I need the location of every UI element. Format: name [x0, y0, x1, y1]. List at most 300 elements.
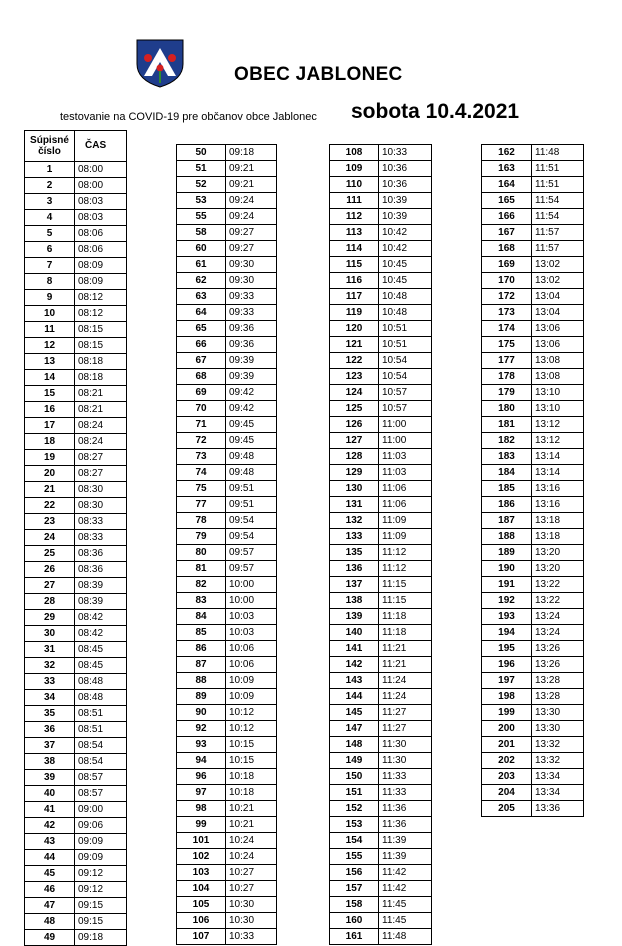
time-slot: 13:12	[532, 433, 584, 449]
table-row	[177, 753, 277, 769]
house-number: 130	[330, 481, 379, 497]
house-number: 24	[25, 530, 75, 546]
time-slot: 08:15	[75, 322, 127, 338]
time-slot: 10:24	[226, 849, 277, 865]
house-number: 184	[482, 465, 532, 481]
house-number: 86	[177, 641, 226, 657]
table-row	[482, 161, 584, 177]
house-number: 109	[330, 161, 379, 177]
house-number: 187	[482, 513, 532, 529]
table-row	[482, 657, 584, 673]
house-number: 148	[330, 737, 379, 753]
time-slot: 08:54	[75, 738, 127, 754]
time-slot: 13:30	[532, 721, 584, 737]
time-slot: 08:54	[75, 754, 127, 770]
house-number: 15	[25, 386, 75, 402]
house-number: 175	[482, 337, 532, 353]
house-number: 9	[25, 290, 75, 306]
table-row	[25, 322, 127, 338]
house-number: 63	[177, 289, 226, 305]
table-row	[177, 657, 277, 673]
table-row	[177, 209, 277, 225]
table-row	[330, 721, 432, 737]
house-number: 43	[25, 834, 75, 850]
table-row	[330, 209, 432, 225]
table-row	[177, 561, 277, 577]
time-slot: 09:09	[75, 850, 127, 866]
house-number: 3	[25, 194, 75, 210]
table-row	[330, 481, 432, 497]
house-number: 7	[25, 258, 75, 274]
house-number: 81	[177, 561, 226, 577]
time-slot: 11:12	[379, 545, 432, 561]
time-slot: 10:18	[226, 769, 277, 785]
house-number: 46	[25, 882, 75, 898]
house-number: 186	[482, 497, 532, 513]
time-slot: 11:54	[532, 209, 584, 225]
house-number: 55	[177, 209, 226, 225]
house-number: 33	[25, 674, 75, 690]
time-slot: 09:24	[226, 193, 277, 209]
table-row	[177, 545, 277, 561]
table-row	[330, 145, 432, 161]
time-slot: 08:30	[75, 482, 127, 498]
table-row	[177, 497, 277, 513]
house-number: 53	[177, 193, 226, 209]
table-row	[177, 337, 277, 353]
house-number: 114	[330, 241, 379, 257]
house-number: 16	[25, 402, 75, 418]
table-row	[482, 497, 584, 513]
time-slot: 08:09	[75, 274, 127, 290]
table-row	[482, 337, 584, 353]
table-row	[330, 241, 432, 257]
house-number: 103	[177, 865, 226, 881]
house-number: 26	[25, 562, 75, 578]
table-row	[25, 818, 127, 834]
time-slot: 08:21	[75, 386, 127, 402]
time-slot: 10:42	[379, 225, 432, 241]
table-row	[482, 433, 584, 449]
table-row	[25, 914, 127, 930]
time-slot: 11:27	[379, 705, 432, 721]
schedule-table-1	[24, 130, 127, 946]
table-row	[25, 722, 127, 738]
house-number: 128	[330, 449, 379, 465]
time-slot: 10:12	[226, 705, 277, 721]
table-row	[330, 673, 432, 689]
table-row	[177, 145, 277, 161]
table-row	[330, 929, 432, 945]
table-row	[482, 737, 584, 753]
table-row	[330, 417, 432, 433]
table-row	[482, 321, 584, 337]
house-number: 29	[25, 610, 75, 626]
table-row	[177, 705, 277, 721]
house-number: 191	[482, 577, 532, 593]
house-number: 22	[25, 498, 75, 514]
table-row	[25, 594, 127, 610]
house-number: 41	[25, 802, 75, 818]
table-row	[177, 529, 277, 545]
time-slot: 09:45	[226, 417, 277, 433]
house-number: 14	[25, 370, 75, 386]
house-number: 115	[330, 257, 379, 273]
house-number: 112	[330, 209, 379, 225]
house-number: 93	[177, 737, 226, 753]
time-slot: 09:39	[226, 369, 277, 385]
time-slot: 08:21	[75, 402, 127, 418]
time-slot: 09:36	[226, 321, 277, 337]
time-slot: 10:12	[226, 721, 277, 737]
house-number: 108	[330, 145, 379, 161]
table-row	[177, 673, 277, 689]
table-row	[482, 673, 584, 689]
time-slot: 10:24	[226, 833, 277, 849]
table-row	[25, 530, 127, 546]
time-slot: 09:57	[226, 545, 277, 561]
house-number: 151	[330, 785, 379, 801]
time-slot: 10:15	[226, 753, 277, 769]
time-slot: 09:15	[75, 898, 127, 914]
time-slot: 08:03	[75, 194, 127, 210]
time-slot: 11:48	[532, 145, 584, 161]
time-slot: 09:27	[226, 241, 277, 257]
time-slot: 08:39	[75, 594, 127, 610]
table-row	[330, 817, 432, 833]
house-number: 145	[330, 705, 379, 721]
house-number: 31	[25, 642, 75, 658]
table-row	[330, 305, 432, 321]
house-number: 80	[177, 545, 226, 561]
time-slot: 10:00	[226, 593, 277, 609]
table-row	[177, 769, 277, 785]
table-row	[330, 897, 432, 913]
table-row	[177, 593, 277, 609]
house-number: 68	[177, 369, 226, 385]
house-number: 73	[177, 449, 226, 465]
house-number: 6	[25, 242, 75, 258]
schedule-table-4	[481, 144, 584, 817]
time-slot: 10:39	[379, 209, 432, 225]
table-row	[330, 769, 432, 785]
table-row	[25, 450, 127, 466]
time-slot: 11:30	[379, 753, 432, 769]
house-number: 121	[330, 337, 379, 353]
time-slot: 11:21	[379, 657, 432, 673]
table-row	[25, 738, 127, 754]
table-row	[482, 289, 584, 305]
time-slot: 08:42	[75, 626, 127, 642]
table-row	[482, 305, 584, 321]
house-number: 25	[25, 546, 75, 562]
time-slot: 11:03	[379, 465, 432, 481]
house-number: 124	[330, 385, 379, 401]
table-row	[25, 706, 127, 722]
house-number: 10	[25, 306, 75, 322]
house-number: 169	[482, 257, 532, 273]
house-number: 88	[177, 673, 226, 689]
time-slot: 13:18	[532, 513, 584, 529]
house-number: 142	[330, 657, 379, 673]
table-row	[330, 257, 432, 273]
time-slot: 10:06	[226, 657, 277, 673]
house-number: 38	[25, 754, 75, 770]
time-slot: 08:00	[75, 162, 127, 178]
table-row	[177, 177, 277, 193]
house-number: 143	[330, 673, 379, 689]
house-number: 62	[177, 273, 226, 289]
coat-of-arms-icon	[134, 38, 186, 88]
header-number-line2: číslo	[38, 146, 61, 157]
house-number: 90	[177, 705, 226, 721]
time-slot: 09:00	[75, 802, 127, 818]
house-number: 51	[177, 161, 226, 177]
time-slot: 11:33	[379, 785, 432, 801]
time-slot: 10:54	[379, 353, 432, 369]
table-row	[177, 481, 277, 497]
time-slot: 13:04	[532, 289, 584, 305]
time-slot: 11:00	[379, 433, 432, 449]
house-number: 152	[330, 801, 379, 817]
house-number: 192	[482, 593, 532, 609]
time-slot: 11:15	[379, 577, 432, 593]
house-number: 193	[482, 609, 532, 625]
time-slot: 10:45	[379, 273, 432, 289]
time-slot: 09:12	[75, 882, 127, 898]
house-number: 127	[330, 433, 379, 449]
time-slot: 08:09	[75, 258, 127, 274]
time-slot: 09:18	[75, 930, 127, 946]
table-row	[177, 801, 277, 817]
time-slot: 10:48	[379, 289, 432, 305]
table-row	[482, 753, 584, 769]
time-slot: 08:12	[75, 290, 127, 306]
table-row	[177, 897, 277, 913]
table-row	[25, 562, 127, 578]
time-slot: 09:33	[226, 289, 277, 305]
house-number: 113	[330, 225, 379, 241]
time-slot: 10:30	[226, 913, 277, 929]
house-number: 96	[177, 769, 226, 785]
time-slot: 13:22	[532, 577, 584, 593]
house-number: 197	[482, 673, 532, 689]
house-number: 168	[482, 241, 532, 257]
time-slot: 08:03	[75, 210, 127, 226]
house-number: 65	[177, 321, 226, 337]
house-number: 32	[25, 658, 75, 674]
house-number: 82	[177, 577, 226, 593]
table-row	[330, 449, 432, 465]
house-number: 45	[25, 866, 75, 882]
time-slot: 13:26	[532, 657, 584, 673]
table-row	[25, 626, 127, 642]
time-slot: 09:18	[226, 145, 277, 161]
house-number: 199	[482, 705, 532, 721]
house-number: 101	[177, 833, 226, 849]
table-row	[25, 786, 127, 802]
time-slot: 09:30	[226, 273, 277, 289]
table-row	[482, 385, 584, 401]
time-slot: 09:36	[226, 337, 277, 353]
house-number: 183	[482, 449, 532, 465]
time-slot: 13:24	[532, 625, 584, 641]
table-row	[330, 529, 432, 545]
time-slot: 10:42	[379, 241, 432, 257]
table-row	[482, 513, 584, 529]
time-slot: 13:10	[532, 385, 584, 401]
time-slot: 08:24	[75, 418, 127, 434]
table-row	[25, 866, 127, 882]
time-slot: 08:45	[75, 642, 127, 658]
table-row	[330, 385, 432, 401]
house-number: 104	[177, 881, 226, 897]
time-slot: 13:26	[532, 641, 584, 657]
time-slot: 08:30	[75, 498, 127, 514]
table-row	[482, 561, 584, 577]
house-number: 136	[330, 561, 379, 577]
house-number: 84	[177, 609, 226, 625]
house-number: 111	[330, 193, 379, 209]
house-number: 200	[482, 721, 532, 737]
table-row	[25, 482, 127, 498]
house-number: 79	[177, 529, 226, 545]
time-slot: 08:45	[75, 658, 127, 674]
table-row	[25, 834, 127, 850]
time-slot: 09:45	[226, 433, 277, 449]
time-slot: 13:14	[532, 465, 584, 481]
time-slot: 11:36	[379, 801, 432, 817]
table-row	[177, 369, 277, 385]
house-number: 75	[177, 481, 226, 497]
table-row	[482, 273, 584, 289]
house-number: 160	[330, 913, 379, 929]
table-row	[177, 289, 277, 305]
schedule-table-2	[176, 144, 277, 945]
house-number: 153	[330, 817, 379, 833]
time-slot: 11:00	[379, 417, 432, 433]
table-row	[177, 689, 277, 705]
house-number: 165	[482, 193, 532, 209]
house-number: 61	[177, 257, 226, 273]
house-number: 1	[25, 162, 75, 178]
house-number: 78	[177, 513, 226, 529]
house-number: 158	[330, 897, 379, 913]
table-row	[25, 882, 127, 898]
house-number: 19	[25, 450, 75, 466]
table-row	[330, 785, 432, 801]
table-row	[177, 433, 277, 449]
time-slot: 11:36	[379, 817, 432, 833]
time-slot: 09:51	[226, 481, 277, 497]
time-slot: 09:21	[226, 177, 277, 193]
house-number: 167	[482, 225, 532, 241]
house-number: 35	[25, 706, 75, 722]
time-slot: 08:48	[75, 674, 127, 690]
table-row	[330, 689, 432, 705]
table-row	[482, 769, 584, 785]
table-row	[330, 833, 432, 849]
house-number: 122	[330, 353, 379, 369]
table-row	[330, 641, 432, 657]
time-slot: 11:03	[379, 449, 432, 465]
time-slot: 13:08	[532, 353, 584, 369]
time-slot: 11:18	[379, 625, 432, 641]
time-slot: 11:54	[532, 193, 584, 209]
table-row	[482, 641, 584, 657]
table-row	[330, 609, 432, 625]
house-number: 98	[177, 801, 226, 817]
house-number: 161	[330, 929, 379, 945]
house-number: 179	[482, 385, 532, 401]
time-slot: 10:51	[379, 321, 432, 337]
time-slot: 10:57	[379, 385, 432, 401]
house-number: 194	[482, 625, 532, 641]
time-slot: 09:54	[226, 513, 277, 529]
table-row	[482, 193, 584, 209]
table-row	[330, 913, 432, 929]
time-slot: 13:16	[532, 481, 584, 497]
table-row	[482, 801, 584, 817]
time-slot: 10:45	[379, 257, 432, 273]
table-row	[482, 705, 584, 721]
table-row	[482, 177, 584, 193]
table-row	[25, 386, 127, 402]
house-number: 156	[330, 865, 379, 881]
table-row	[25, 578, 127, 594]
house-number: 164	[482, 177, 532, 193]
time-slot: 09:57	[226, 561, 277, 577]
time-slot: 08:57	[75, 786, 127, 802]
house-number: 195	[482, 641, 532, 657]
time-slot: 08:06	[75, 242, 127, 258]
table-row	[177, 161, 277, 177]
table-row	[330, 849, 432, 865]
house-number: 64	[177, 305, 226, 321]
table-row	[25, 546, 127, 562]
house-number: 123	[330, 369, 379, 385]
test-date: sobota 10.4.2021	[351, 100, 520, 123]
time-slot: 11:39	[379, 833, 432, 849]
house-number: 144	[330, 689, 379, 705]
house-number: 18	[25, 434, 75, 450]
house-number: 23	[25, 514, 75, 530]
time-slot: 13:18	[532, 529, 584, 545]
time-slot: 10:33	[226, 929, 277, 945]
table-row	[25, 178, 127, 194]
time-slot: 08:33	[75, 514, 127, 530]
time-slot: 08:42	[75, 610, 127, 626]
table-row	[330, 753, 432, 769]
table-row	[330, 369, 432, 385]
house-number: 147	[330, 721, 379, 737]
time-slot: 09:24	[226, 209, 277, 225]
house-number: 42	[25, 818, 75, 834]
time-slot: 09:06	[75, 818, 127, 834]
house-number: 106	[177, 913, 226, 929]
house-number: 131	[330, 497, 379, 513]
table-row	[330, 161, 432, 177]
time-slot: 08:36	[75, 562, 127, 578]
house-number: 138	[330, 593, 379, 609]
time-slot: 13:28	[532, 689, 584, 705]
house-number: 154	[330, 833, 379, 849]
time-slot: 09:15	[75, 914, 127, 930]
house-number: 4	[25, 210, 75, 226]
house-number: 110	[330, 177, 379, 193]
time-slot: 13:30	[532, 705, 584, 721]
table-row	[482, 529, 584, 545]
